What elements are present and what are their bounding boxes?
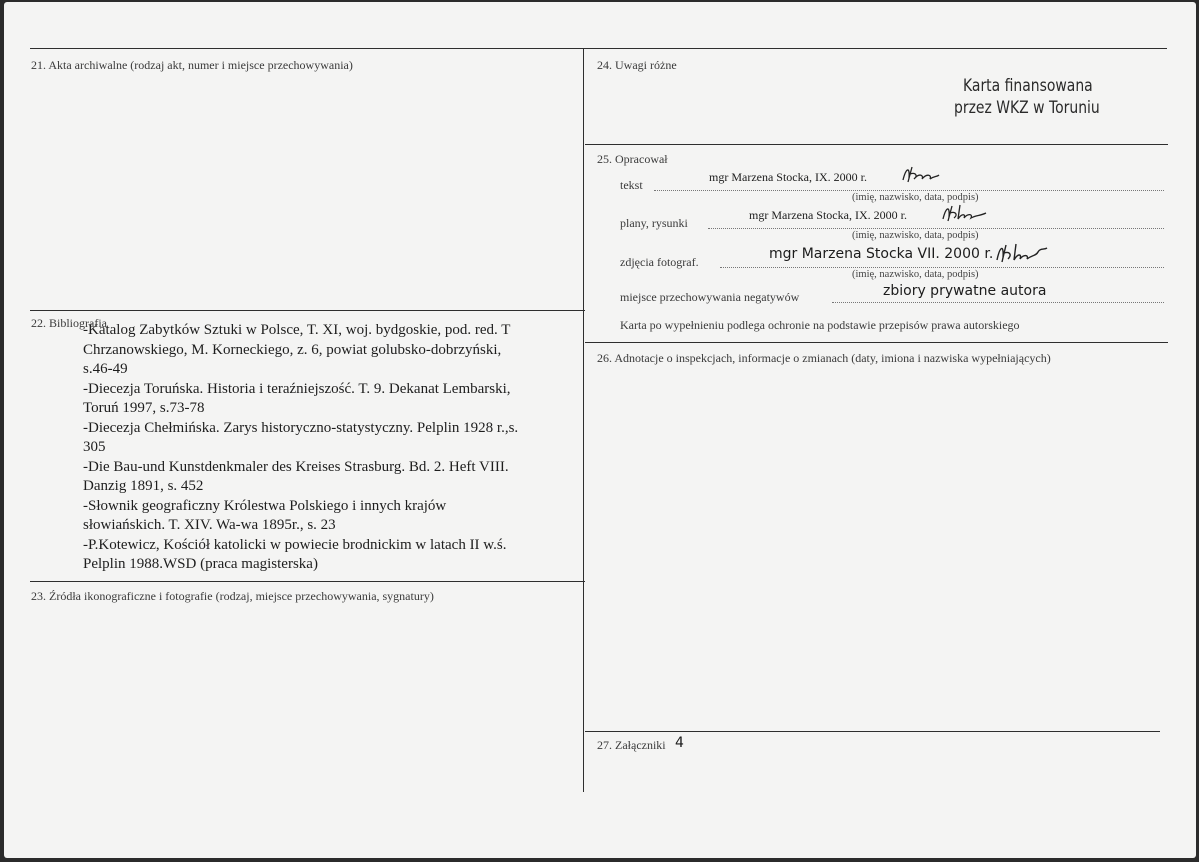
- record-card: [4, 2, 1196, 858]
- bibliography-list: [83, 321, 583, 575]
- bibliography-line: s.46-49: [83, 361, 128, 377]
- funding-stamp-line-2: przez WKZ w Toruniu: [954, 98, 1100, 118]
- signature-icon: [900, 162, 942, 186]
- tekst-author-value: mgr Marzena Stocka, IX. 2000 r.: [709, 170, 867, 184]
- rule-26-27: [585, 731, 1160, 732]
- top-rule: [30, 48, 1167, 49]
- negatywy-label: miejsce przechowywania negatywów: [620, 290, 800, 304]
- bibliography-line: Danzig 1891, s. 452: [83, 478, 204, 494]
- tekst-field-line: [654, 190, 1164, 191]
- signature-icon: [940, 201, 990, 225]
- center-divider: [583, 48, 584, 792]
- tekst-label: tekst: [620, 178, 643, 192]
- zdjecia-author-value: mgr Marzena Stocka VII. 2000 r.: [769, 246, 994, 262]
- signature-icon: [994, 240, 1050, 266]
- bibliography-line: Pelplin 1988.WSD (praca magisterska): [83, 556, 318, 572]
- section-26-label: 26. Adnotacje o inspekcjach, informacje o zmianach (daty, imiona i nazwiska wypełniających): [597, 351, 1051, 365]
- section-24-label: 24. Uwagi różne: [597, 58, 677, 72]
- negatywy-field-line: [832, 302, 1164, 303]
- section-22-label: 22. Bibliografia: [31, 316, 107, 330]
- zdjecia-label: zdjęcia fotograf.: [620, 255, 699, 269]
- copyright-note: Karta po wypełnieniu podlega ochronie na podstawie przepisów prawa autorskiego: [620, 318, 1020, 332]
- bibliography-line: -Katalog Zabytków Sztuki w Polsce, T. XI, woj. bydgoskie, pod. red. T: [83, 322, 511, 338]
- plany-hint: (imię, nazwisko, data, podpis): [852, 230, 979, 241]
- plany-author-value: mgr Marzena Stocka, IX. 2000 r.: [749, 208, 907, 222]
- funding-stamp-line-1: Karta finansowana: [963, 76, 1093, 96]
- rule-25-26: [585, 342, 1168, 343]
- section-25-label: 25. Opracował: [597, 152, 668, 166]
- plany-label: plany, rysunki: [620, 216, 688, 230]
- bibliography-line: Toruń 1997, s.73-78: [83, 400, 205, 416]
- bibliography-line: Chrzanowskiego, M. Korneckiego, z. 6, powiat golubsko-dobrzyński,: [83, 341, 502, 358]
- plany-field-line: [708, 228, 1164, 229]
- negatywy-value: zbiory prywatne autora: [883, 283, 1047, 299]
- bibliography-line: -Die Bau-und Kunstdenkmaler des Kreises Strasburg. Bd. 2. Heft VIII.: [83, 458, 509, 475]
- tekst-hint: (imię, nazwisko, data, podpis): [852, 192, 979, 203]
- bibliography-line: -P.Kotewicz, Kościół katolicki w powiecie brodnickim w latach II w.ś.: [83, 536, 507, 553]
- rule-22-23: [30, 581, 585, 582]
- rule-21-22: [30, 310, 585, 311]
- attachments-count: 4: [675, 735, 684, 751]
- bibliography-line: słowiańskich. T. XIV. Wa-wa 1895r., s. 23: [83, 517, 336, 533]
- bibliography-line: -Diecezja Chełmińska. Zarys historyczno-statystyczny. Pelplin 1928 r.,s.: [83, 419, 519, 436]
- bibliography-line: -Słownik geograficzny Królestwa Polskiego i innych krajów: [83, 497, 447, 514]
- zdjecia-hint: (imię, nazwisko, data, podpis): [852, 269, 979, 280]
- bibliography-line: -Diecezja Toruńska. Historia i teraźniejszość. T. 9. Dekanat Lembarski,: [83, 380, 511, 397]
- rule-24-25: [585, 144, 1168, 145]
- section-27-label: 27. Załączniki: [597, 738, 666, 752]
- zdjecia-field-line: [720, 267, 1164, 268]
- section-23-label: 23. Źródła ikonograficzne i fotografie (rodzaj, miejsce przechowywania, sygnatury): [31, 589, 434, 603]
- bibliography-line: 305: [83, 439, 106, 455]
- section-21-label: 21. Akta archiwalne (rodzaj akt, numer i miejsce przechowywania): [31, 58, 353, 72]
